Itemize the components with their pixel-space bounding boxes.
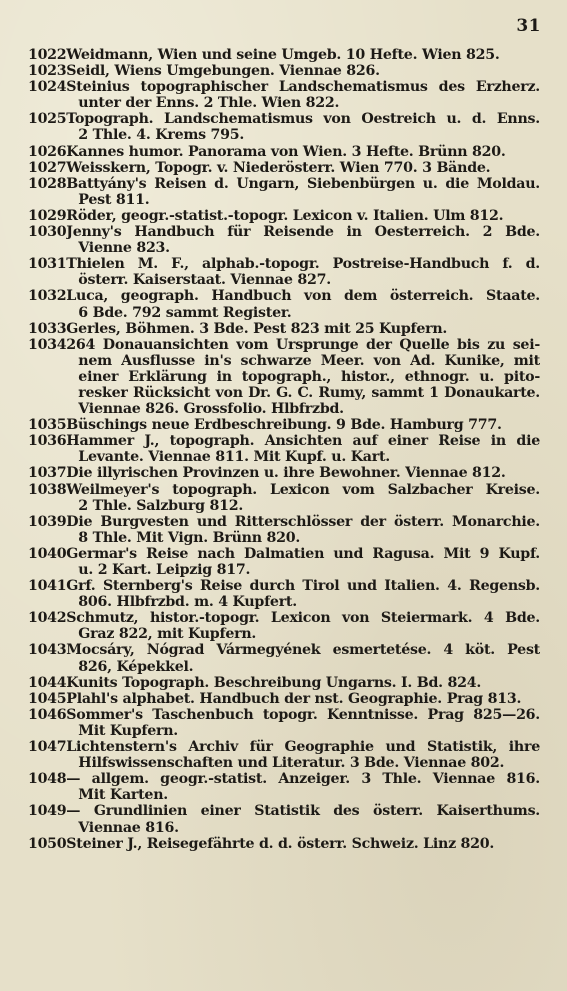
catalog-entry [28,771,540,803]
entry-number: 1036 [28,433,67,450]
catalog-entry [28,739,540,771]
entry-continuation-line: Viennae 826. Grossfolio. Hlbfrzbd. [78,401,344,418]
entry-continuation-line: 6 Bde. 792 sammt Register. [78,304,292,321]
entry-number: 1022 [28,47,67,63]
entry-line: Hammer J., topograph. Ansichten auf einer Reise in die [66,433,540,450]
entry-number: 1025 [28,111,67,128]
entry-continuation-line: Graz 822, mit Kupfern. [78,626,257,643]
entry-line: Luca, geograph. Handbuch von dem österreich. Staate. [66,288,540,305]
entry-number: 1035 [28,417,67,434]
entry-line: Lichtenstern's Archiv für Geographie und Statistik, ihre [66,739,540,756]
entry-number: 1046 [28,706,67,723]
entry-number: 1050 [28,835,67,852]
entry-line: Topograph. Landschematismus von Oestreich u. d. Enns. [66,111,540,128]
entry-continuation-line: 8 Thle. Mit Vign. Brünn 820. [78,529,301,546]
entry-text [66,176,540,208]
catalog-entry [28,610,540,642]
catalog-entry [28,482,540,514]
entry-text [66,546,540,578]
entry-text [66,47,540,63]
entry-text [66,642,540,674]
entry-text [66,79,540,111]
catalog-entry [28,433,540,465]
catalog-entry [28,691,540,707]
catalog-entry [28,111,540,143]
entry-number: 1028 [28,175,67,192]
entry-continuation-line: österr. Kaiserstaat. Viennae 827. [78,272,331,289]
entry-line: Kunits Topograph. Beschreibung Ungarns. I. Bd. 824. [66,674,482,691]
entry-number: 1049 [28,803,67,820]
entry-line: Büschings neue Erdbeschreibung. 9 Bde. Hamburg 777. [66,417,502,434]
entry-text [66,224,540,256]
entry-text [66,111,540,143]
entry-continuation-line: 806. Hlbfrzbd. m. 4 Kupfert. [78,594,297,611]
entry-number: 1042 [28,610,67,627]
catalog-entry [28,337,540,417]
entry-number: 1037 [28,465,67,482]
entry-text [66,465,540,481]
entry-continuation-line: Viennae 816. [78,819,179,836]
catalog-entry [28,707,540,739]
entry-continuation-line: u. 2 Kart. Leipzig 817. [78,562,251,578]
entry-number: 1047 [28,739,67,756]
entry-continuation-line: Levante. Viennae 811. Mit Kupf. u. Kart. [78,449,390,466]
catalog-entry [28,63,540,79]
catalog-entry [28,836,540,852]
catalog-entry [28,546,540,578]
entry-line: Die illyrischen Provinzen u. ihre Bewohner. Viennae 812. [66,465,506,482]
entry-line: Jenny's Handbuch für Reisende in Oesterreich. 2 Bde. [66,224,540,241]
entry-text [66,771,540,803]
entry-number: 1023 [28,63,67,80]
entry-text [66,433,540,465]
catalog-entry [28,321,540,337]
entry-number: 1039 [28,513,67,530]
entry-text [66,337,540,417]
entry-continuation-line: Mit Karten. [78,787,168,804]
entry-line: Grf. Sternberg's Reise durch Tirol und Italien. 4. Regensb. [66,578,540,595]
entry-number: 1027 [28,159,67,176]
entry-line: Plahl's alphabet. Handbuch der nst. Geographie. Prag 813. [66,690,522,707]
entry-continuation-line: 826, Képekkel. [78,658,194,675]
catalog-entry [28,47,540,63]
entry-number: 1041 [28,578,67,595]
catalog-entry [28,208,540,224]
entry-number: 1029 [28,207,67,224]
entry-text [66,482,540,514]
catalog-entry [28,288,540,320]
entry-number: 1038 [28,481,67,498]
entry-text [66,675,540,691]
entry-number: 1024 [28,79,67,96]
entry-continuation-line: nem Ausflusse in's schwarze Meer. von Ad. Kunike, mit [78,352,540,369]
entry-number: 1031 [28,256,67,273]
catalog-entry [28,79,540,111]
entry-line: Thielen M. F., alphab.-topogr. Postreise-Handbuch f. d. [66,256,540,273]
catalog-entry [28,642,540,674]
entry-continuation-line: 2 Thle. 4. Krems 795. [78,127,245,144]
entry-continuation-line: resker Rücksicht von Dr. G. C. Rumy, sammt 1 Donaukarte. [78,384,540,401]
entry-line: Sommer's Taschenbuch topogr. Kenntnisse. Prag 825—26. [66,706,540,723]
catalog-entry [28,803,540,835]
catalog-entry [28,160,540,176]
entry-line: Schmutz, histor.-topogr. Lexicon von Steiermark. 4 Bde. [66,610,540,627]
entry-number: 1045 [28,690,67,707]
entry-continuation-line: Vienne 823. [78,240,170,257]
entry-line: Steinius topographischer Landschematismus des Erzherz. [66,79,540,96]
entry-continuation-line: Hilfswissenschaften und Literatur. 3 Bde. Viennae 802. [78,755,505,772]
catalog-entry [28,578,540,610]
entry-line: Weisskern, Topogr. v. Niederösterr. Wien 770. 3 Bände. [66,159,491,176]
entry-continuation-line: 2 Thle. Salzburg 812. [78,497,244,514]
entry-text [66,836,540,852]
catalog-entry [28,675,540,691]
entry-line: Weilmeyer's topograph. Lexicon vom Salzbacher Kreise. [66,481,540,498]
entry-line: Kannes humor. Panorama von Wien. 3 Hefte. Brünn 820. [66,143,506,160]
entry-text [66,417,540,433]
entry-number: 1048 [28,771,67,788]
entry-continuation-line: Mit Kupfern. [78,722,178,739]
entry-number: 1026 [28,143,67,160]
entry-text [66,610,540,642]
catalog-entry [28,465,540,481]
entry-number: 1043 [28,642,67,659]
entry-text [66,160,540,176]
catalog-entries [28,47,540,852]
entry-text [66,803,540,835]
entry-continuation-line: Pest 811. [78,191,150,208]
entry-number: 1032 [28,288,67,305]
entry-text [66,144,540,160]
catalog-entry [28,144,540,160]
catalog-entry [28,256,540,288]
catalog-entry [28,417,540,433]
entry-continuation-line: unter der Enns. 2 Thle. Wien 822. [78,95,340,112]
entry-line: Battyány's Reisen d. Ungarn, Siebenbürgen u. die Moldau. [66,175,540,192]
entry-text [66,256,540,288]
entry-number: 1033 [28,320,67,337]
page-number: 31 [516,16,541,36]
entry-line: 264 Donauansichten vom Ursprunge der Quelle bis zu sei- [66,336,540,353]
entry-line: Steiner J., Reisegefährte d. d. österr. Schweiz. Linz 820. [66,835,495,852]
catalog-entry [28,176,540,208]
entry-line: Seidl, Wiens Umgebungen. Viennae 826. [66,63,380,80]
entry-text [66,63,540,79]
catalog-entry [28,514,540,546]
entry-text [66,208,540,224]
entry-line: Weidmann, Wien und seine Umgeb. 10 Hefte. Wien 825. [66,47,500,63]
entry-continuation-line: einer Erklärung in topograph., histor., ethnogr. u. pito- [78,368,540,385]
entry-number: 1044 [28,674,67,691]
entry-line: — Grundlinien einer Statistik des österr. Kaiserthums. [66,803,540,820]
entry-text [66,691,540,707]
entry-number: 1040 [28,545,67,562]
entry-line: — allgem. geogr.-statist. Anzeiger. 3 Thle. Viennae 816. [66,771,540,788]
entry-line: Germar's Reise nach Dalmatien und Ragusa. Mit 9 Kupf. [66,545,540,562]
entry-line: Röder, geogr.-statist.-topogr. Lexicon v. Italien. Ulm 812. [66,207,504,224]
entry-text [66,288,540,320]
entry-number: 1030 [28,224,67,241]
entry-text [66,739,540,771]
entry-text [66,707,540,739]
entry-text [66,514,540,546]
entry-number: 1034 [28,336,67,353]
entry-text [66,321,540,337]
catalog-entry [28,224,540,256]
entry-line: Die Burgvesten und Ritterschlösser der österr. Monarchie. [66,513,540,530]
entry-line: Gerles, Böhmen. 3 Bde. Pest 823 mit 25 Kupfern. [66,320,448,337]
entry-text [66,578,540,610]
entry-line: Mocsáry, Nógrad Vármegyének esmertetése. 4 köt. Pest [66,642,540,659]
